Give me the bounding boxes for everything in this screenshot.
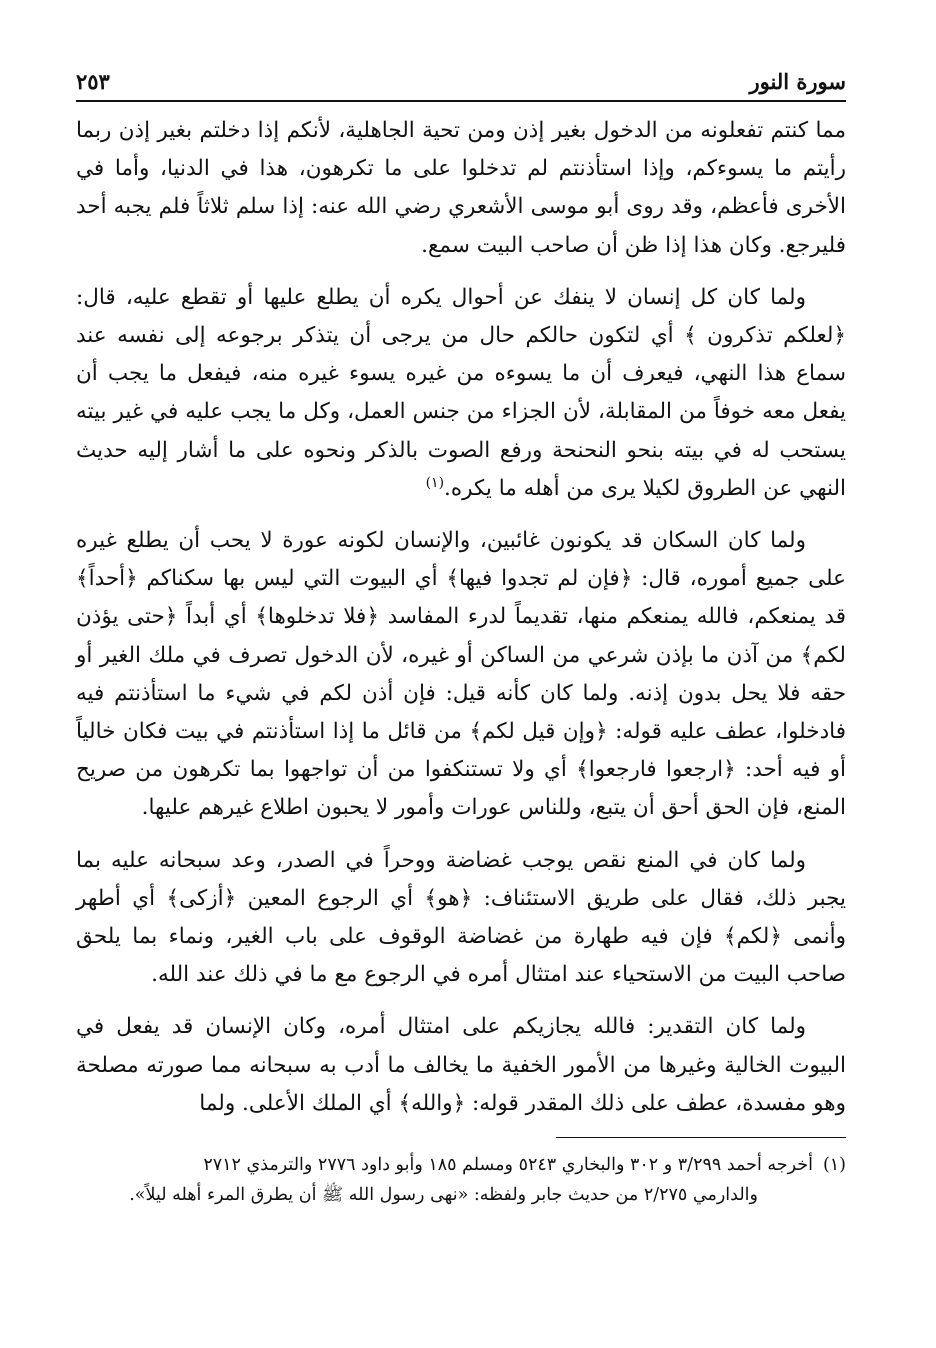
book-page <box>76 58 846 1210</box>
paragraph <box>76 112 846 265</box>
paragraph <box>76 279 846 508</box>
main-text <box>76 112 846 1123</box>
paragraph-text: ولما كان السكان قد يكونون غائبين، والإنسان لكونه عورة لا يحب أن يطلع غيره على جميع أموره، قال: ﴿فإن لم تجدوا فيها﴾ أي البيوت التي ليس بها سكناكم ﴿أحداً﴾ قد يمنعكم، فالله يمنعكم منها، تقديماً لدرء المفاسد ﴿فلا تدخلوها﴾ أي أبداً ﴿حتى يؤذن لكم﴾ من آذن ما بإذن شرعي من الساكن أو غيره، لأن الدخول تصرف في ملك الغير أو حقه فلا يحل بدون إذنه. ولما كان كأنه قيل: فإن أذن لكم في شيء ما استأذنتم فيه فادخلوا، عطف عليه قوله: ﴿وإن قيل لكم﴾ من قائل ما إذا استأذنتم في بيت فكان خالياً أو فيه أحد: ﴿ارجعوا فارجعوا﴾ أي ولا تستنكفوا من أن تواجهوا بما تكرهون من صريح المنع، فإن الحق أحق أن يتبع، وللناس عورات وأمور لا يحبون اطلاع غيرهم عليها. <box>76 528 846 821</box>
footnote-number: (١) <box>822 1155 846 1176</box>
surah-title: سورة النور <box>749 69 846 94</box>
page-number: ٢٥٣ <box>76 69 110 94</box>
footnote-text: أخرجه أحمد ٣/٢٩٩ و ٣٠٢ والبخاري ٥٢٤٣ ومسلم ١٨٥ وأبو داود ٢٧٧٦ والترمذي ٢٧١٢ <box>203 1155 813 1176</box>
paragraph-text: ولما كان كل إنسان لا ينفك عن أحوال يكره أن يطلع عليها أو تقطع عليه، قال: ﴿لعلكم تذكرون ﴾ أي لتكون حالكم حال من يرجى أن يتذكر برجوعه إلى نفسه عند سماع هذا النهي، فيعرف أن ما يسوءه من غيره يسوء غيره منه، فيفعل ما يجب أن يفعل معه خوفاً من المقابلة، لأن الجزاء من جنس العمل، وكل ما يجب عليه في غير بيته يستحب له في بيته بنحو النحنحة ورفع الصوت بالذكر ونحوه على ما أشار إليه حديث النهي عن الطروق لكيلا يرى من أهله ما يكره. <box>76 284 846 501</box>
footnote <box>76 1150 846 1210</box>
paragraph <box>76 842 846 995</box>
footnote-divider <box>556 1137 846 1138</box>
footnote-text: والدارمي ٢/٢٧٥ من حديث جابر ولفظه: «نهى رسول الله ﷺ أن يطرق المرء أهله ليلاً». <box>129 1185 758 1206</box>
paragraph <box>76 522 846 828</box>
paragraph-text: ولما كان التقدير: فالله يجازيكم على امتثال أمره، وكان الإنسان قد يفعل في البيوت الخالية وغيرها من الأمور الخفية ما يخالف ما أدب به سبحانه مما صورته مصلحة وهو مفسدة، عطف على ذلك المقدر قوله: ﴿والله﴾ أي الملك الأعلى. ولما <box>76 1014 846 1116</box>
header-rule <box>76 100 846 102</box>
footnote-line-2 <box>76 1180 846 1210</box>
paragraph <box>76 1008 846 1123</box>
page-header <box>76 58 846 94</box>
paragraph-text: ولما كان في المنع نقص يوجب غضاضة ووحراً في الصدر، وعد سبحانه عليه بما يجبر ذلك، فقال على طريق الاستئناف: ﴿هو﴾ أي الرجوع المعين ﴿أزكى﴾ أي أطهر وأنمى ﴿لكم﴾ فإن فيه طهارة من غضاضة الوقوف على باب الغير، ونماء بما يلحق صاحب البيت من الاستحياء عند امتثال أمره في الرجوع مع ما في ذلك عند الله. <box>76 847 846 988</box>
footnote-marker[interactable]: (١) <box>425 474 445 491</box>
paragraph-text: مما كنتم تفعلونه من الدخول بغير إذن ومن تحية الجاهلية، لأنكم إذا دخلتم بغير إذن ربما رأيتم ما يسوءكم، وإذا استأذنتم لم تدخلوا على ما تكرهون، هذا في الدنيا، وأما في الأخرى فأعظم، وقد روى أبو موسى الأشعري رضي الله عنه: إذا سلم ثلاثاً فلم يجبه أحد فليرجع. وكان هذا إذا ظن أن صاحب البيت سمع. <box>76 118 846 258</box>
footnote-line-1 <box>76 1150 846 1180</box>
